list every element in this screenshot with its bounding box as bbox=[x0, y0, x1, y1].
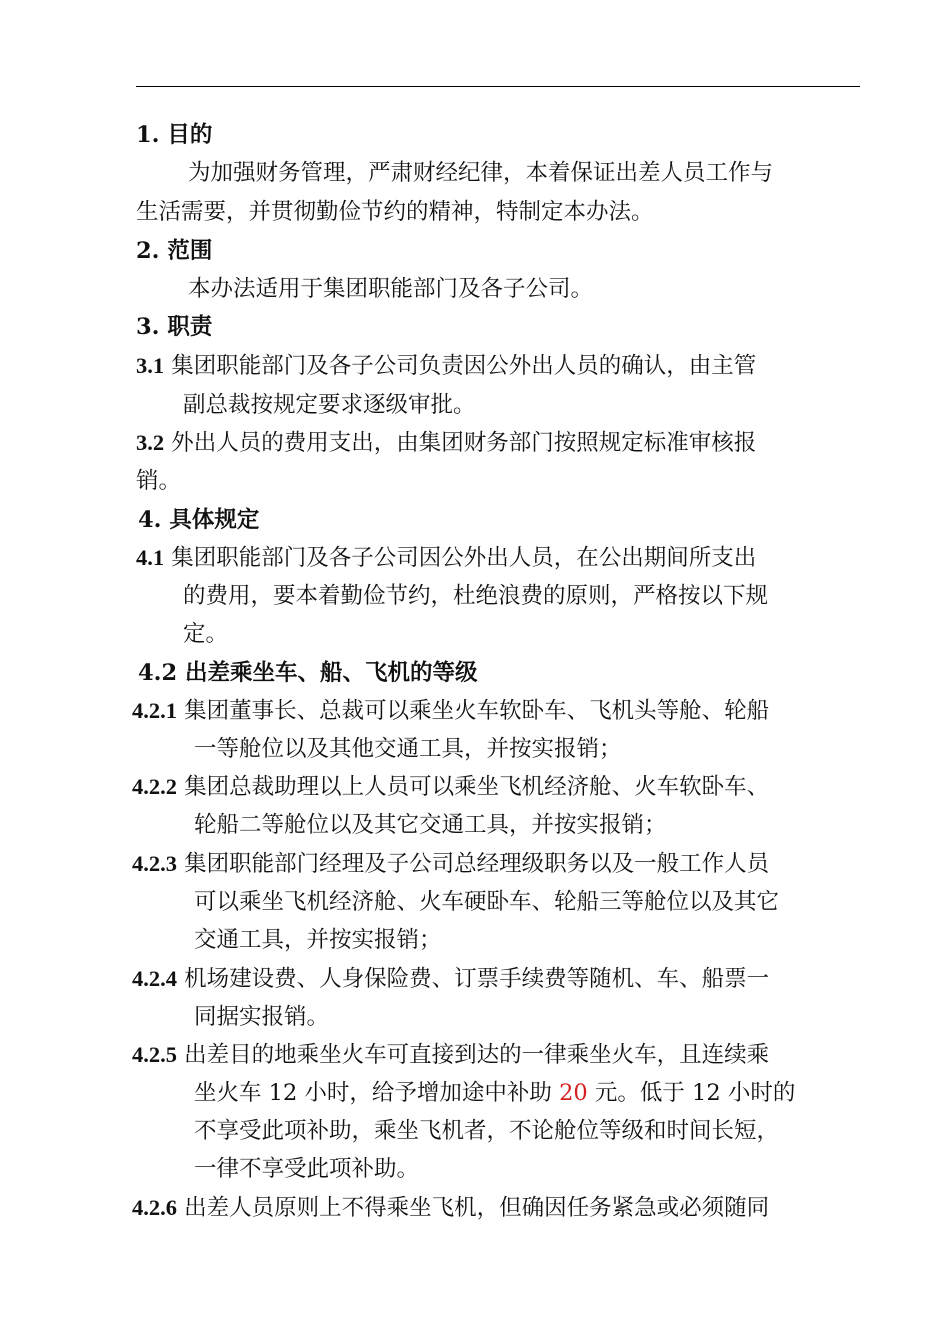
item-4-2-3-text: 集团职能部门经理及子公司总经理级职务以及一般工作人员 bbox=[177, 851, 770, 877]
section-1-para-line-1: 为加强财务管理，严肃财经纪律，本着保证出差人员工作与 bbox=[188, 160, 774, 186]
item-4-1-number: 4.1 bbox=[136, 545, 165, 570]
section-3-heading: 3. 职责 bbox=[136, 314, 213, 340]
item-4-2-2-text: 集团总裁助理以上人员可以乘坐飞机经济舱、火车软卧车、 bbox=[177, 774, 770, 800]
item-3-1-line-2: 副总裁按规定要求逐级审批。 bbox=[183, 392, 476, 418]
section-1-heading: 1. 目的 bbox=[136, 122, 213, 148]
item-3-1-number: 3.1 bbox=[136, 353, 165, 378]
item-4-2-5-text-b: 元。低于 12 小时的 bbox=[587, 1080, 796, 1106]
item-4-2-3-line-1 bbox=[132, 849, 769, 879]
item-4-2-1-line-1 bbox=[132, 696, 769, 726]
item-3-2-line-1 bbox=[136, 428, 756, 458]
item-4-2-6-number: 4.2.6 bbox=[132, 1195, 177, 1220]
item-4-1-line-3: 定。 bbox=[183, 621, 229, 647]
item-4-2-4-line-2: 同据实报销。 bbox=[194, 1004, 330, 1030]
section-4-heading: 4. 具体规定 bbox=[138, 507, 260, 533]
section-2-heading: 2. 范围 bbox=[136, 238, 213, 264]
item-4-2-6-text: 出差人员原则上不得乘坐飞机，但确因任务紧急或必须随同 bbox=[177, 1195, 770, 1221]
item-4-2-5-line-4: 一律不享受此项补助。 bbox=[194, 1156, 420, 1182]
item-4-2-5-text: 出差目的地乘坐火车可直接到达的一律乘坐火车，且连续乘 bbox=[177, 1042, 770, 1068]
item-4-2-3-line-2: 可以乘坐飞机经济舱、火车硬卧车、轮船三等舱位以及其它 bbox=[194, 889, 780, 915]
item-4-2-5-line-2 bbox=[194, 1078, 795, 1108]
item-4-2-5-line-3: 不享受此项补助，乘坐飞机者，不论舱位等级和时间长短， bbox=[194, 1118, 780, 1144]
item-4-2-5-text-a: 坐火车 12 小时，给予增加途中补助 bbox=[194, 1080, 560, 1106]
item-4-2-2-line-1 bbox=[132, 772, 769, 802]
item-4-2-3-number: 4.2.3 bbox=[132, 851, 177, 876]
item-4-2-5-number: 4.2.5 bbox=[132, 1042, 177, 1067]
item-4-2-1-text: 集团董事长、总裁可以乘坐火车软卧车、飞机头等舱、轮船 bbox=[177, 698, 770, 724]
item-3-2-line-2: 销。 bbox=[136, 468, 182, 494]
section-1-para-line-2: 生活需要，并贯彻勤俭节约的精神，特制定本办法。 bbox=[136, 199, 654, 225]
item-4-2-4-line-1 bbox=[132, 964, 769, 994]
item-4-1-line-2: 的费用，要本着勤俭节约，杜绝浪费的原则，严格按以下规 bbox=[183, 583, 769, 609]
item-4-2-3-line-3: 交通工具，并按实报销； bbox=[194, 927, 442, 953]
item-4-1-text: 集团职能部门及各子公司因公外出人员，在公出期间所支出 bbox=[164, 545, 757, 571]
item-3-2-text: 外出人员的费用支出，由集团财务部门按照规定标准审核报 bbox=[164, 430, 757, 456]
item-3-1-line-1 bbox=[136, 351, 756, 381]
section-2-para: 本办法适用于集团职能部门及各子公司。 bbox=[188, 276, 594, 302]
item-4-2-5-line-1 bbox=[132, 1040, 769, 1070]
item-3-1-text: 集团职能部门及各子公司负责因公外出人员的确认，由主管 bbox=[164, 353, 757, 379]
item-4-2-4-number: 4.2.4 bbox=[132, 966, 177, 991]
item-4-1-line-1 bbox=[136, 543, 756, 573]
item-4-2-1-number: 4.2.1 bbox=[132, 698, 177, 723]
section-4-2-heading: 4.2 出差乘坐车、船、飞机的等级 bbox=[138, 660, 478, 686]
item-4-2-2-line-2: 轮船二等舱位以及其它交通工具，并按实报销； bbox=[194, 812, 667, 838]
item-4-2-6-line-1 bbox=[132, 1193, 769, 1223]
item-3-2-number: 3.2 bbox=[136, 430, 165, 455]
item-4-2-4-text: 机场建设费、人身保险费、订票手续费等随机、车、船票一 bbox=[177, 966, 770, 992]
item-4-2-2-number: 4.2.2 bbox=[132, 774, 177, 799]
subsidy-amount: 20 bbox=[559, 1080, 588, 1106]
item-4-2-1-line-2: 一等舱位以及其他交通工具，并按实报销； bbox=[194, 736, 622, 762]
